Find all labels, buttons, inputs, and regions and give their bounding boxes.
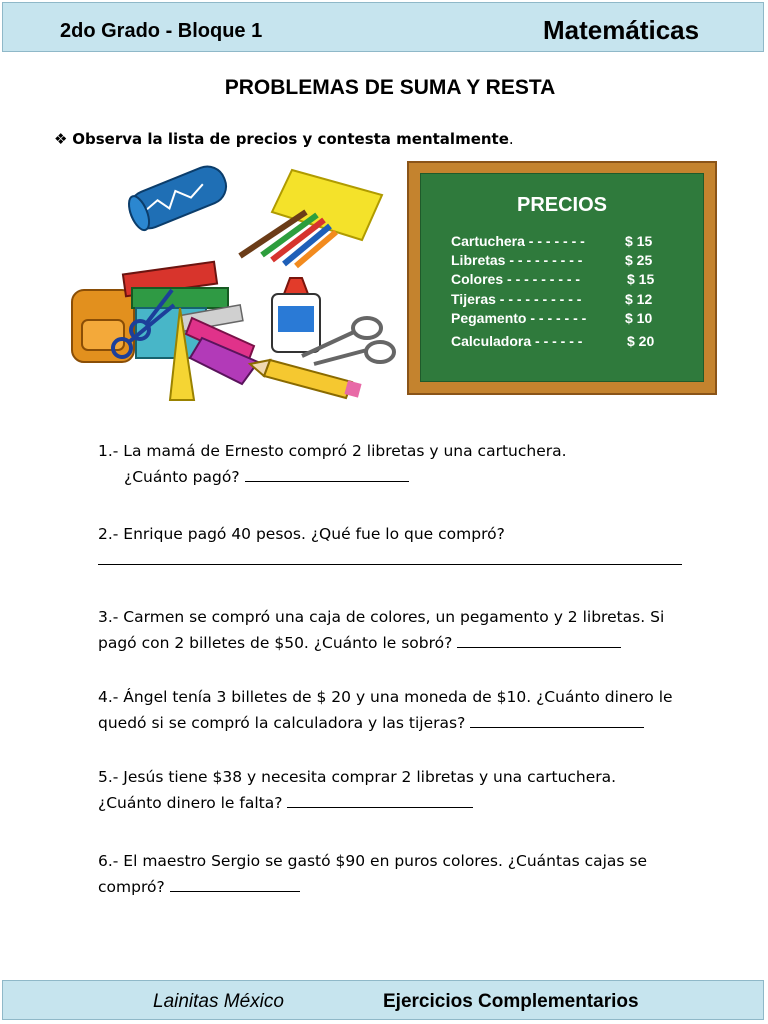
colored-pencils-icon — [240, 170, 382, 266]
answer-blank[interactable] — [245, 467, 409, 482]
question-text: quedó si se compró la calculadora y las tijeras? — [98, 714, 466, 732]
question-prompt — [98, 464, 567, 490]
answer-blank[interactable] — [170, 877, 300, 892]
header-bar — [2, 2, 764, 52]
question-6 — [98, 848, 647, 900]
price-item-value: $ 12 — [625, 291, 653, 307]
answer-blank[interactable] — [287, 793, 473, 808]
prices-title: PRECIOS — [516, 194, 608, 216]
price-item-label: Pegamento - - - - - - - — [451, 310, 587, 326]
question-text: 5.- Jesús tiene $38 y necesita comprar 2 libretas y una cartuchera. — [98, 768, 617, 786]
grade-label: 2do Grado - Bloque 1 — [60, 20, 263, 42]
backpack-icon — [72, 290, 134, 362]
instruction-text: Observa la lista de precios y contesta mentalmente — [72, 130, 509, 148]
pencil-case-icon — [124, 161, 231, 234]
price-item-label: Calculadora - - - - - - — [451, 333, 583, 349]
bullet-icon: ❖ — [54, 130, 68, 148]
school-supplies-illustration — [62, 160, 402, 408]
question-text: 4.- Ángel tenía 3 billetes de $ 20 y una moneda de $10. ¿Cuánto dinero le — [98, 688, 673, 706]
question-text: ¿Cuánto pagó? — [124, 468, 240, 486]
question-3 — [98, 604, 664, 656]
price-item-value: $ 10 — [625, 310, 653, 326]
pencil-icon — [250, 360, 362, 398]
answer-blank[interactable] — [98, 550, 682, 565]
question-text: pagó con 2 billetes de $50. ¿Cuánto le sobró? — [98, 634, 453, 652]
price-item-label: Colores - - - - - - - - - — [451, 271, 581, 287]
price-item-value: $ 15 — [625, 233, 653, 249]
footer-bar — [2, 980, 764, 1020]
price-item-label: Tijeras - - - - - - - - - - — [451, 291, 582, 307]
price-item-label: Cartuchera - - - - - - - — [451, 233, 585, 249]
author-label: Lainitas México — [153, 991, 284, 1012]
page-title: PROBLEMAS DE SUMA Y RESTA — [224, 76, 556, 99]
instruction-end: . — [508, 130, 514, 148]
subject-label: Matemáticas — [543, 15, 700, 45]
price-item-value: $ 25 — [625, 252, 653, 268]
question-text: 2.- Enrique pagó 40 pesos. ¿Qué fue lo que compró? — [98, 525, 505, 543]
price-chalkboard — [407, 161, 717, 395]
series-label: Ejercicios Complementarios — [383, 991, 639, 1012]
answer-blank[interactable] — [470, 713, 644, 728]
glue-bottle-icon — [272, 278, 320, 352]
instruction — [54, 130, 514, 148]
question-text: ¿Cuánto dinero le falta? — [98, 794, 283, 812]
answer-blank[interactable] — [457, 633, 621, 648]
question-4 — [98, 684, 673, 736]
question-text: 1.- La mamá de Ernesto compró 2 libretas y una cartuchera. — [98, 442, 567, 460]
price-item-label: Libretas - - - - - - - - - — [451, 252, 583, 268]
price-item-value: $ 15 — [627, 271, 655, 287]
question-text: compró? — [98, 878, 165, 896]
question-2 — [98, 521, 682, 573]
question-5 — [98, 764, 616, 816]
question-text: 6.- El maestro Sergio se gastó $90 en puros colores. ¿Cuántas cajas se — [98, 852, 648, 870]
question-1 — [98, 438, 567, 490]
question-text: 3.- Carmen se compró una caja de colores, un pegamento y 2 libretas. Si — [98, 608, 665, 626]
price-item-value: $ 20 — [627, 333, 655, 349]
